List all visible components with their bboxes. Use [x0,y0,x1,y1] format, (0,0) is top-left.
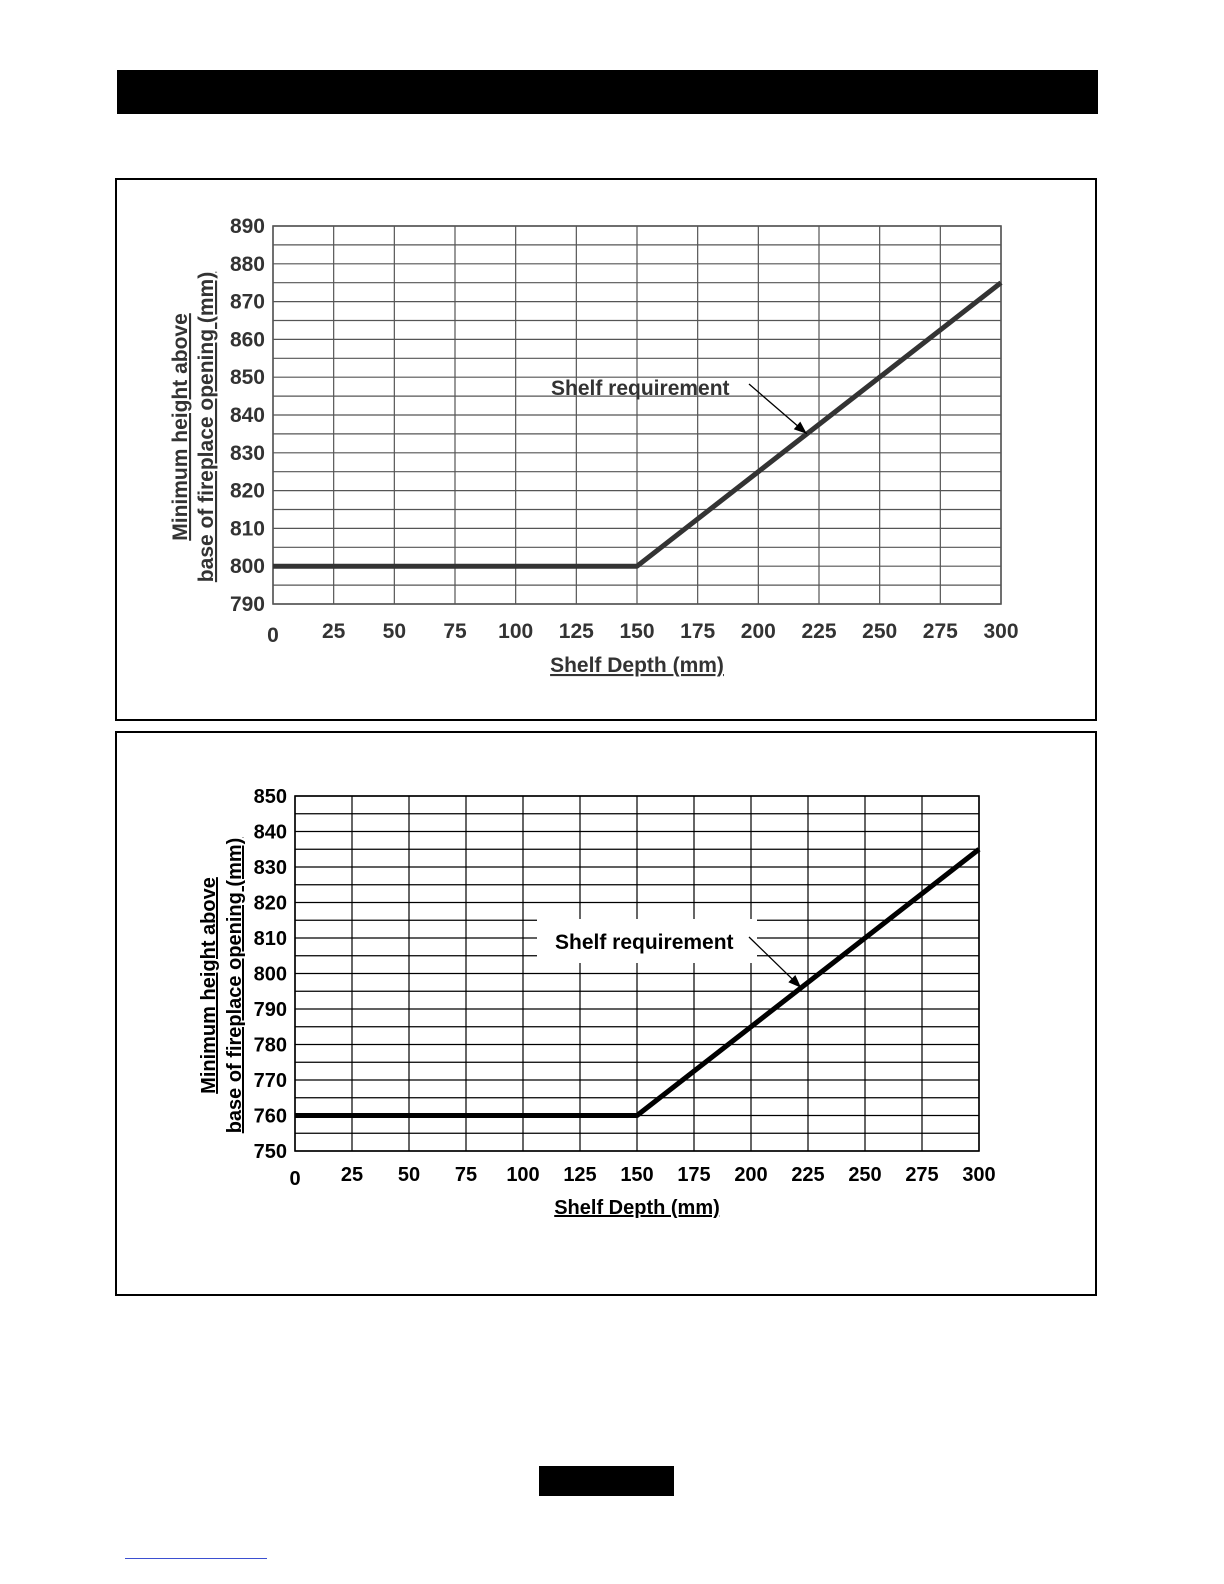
y-tick-label: 840 [229,404,265,427]
x-tick-label: 75 [443,620,467,643]
y-tick-label: 810 [229,517,265,541]
chart-panel-upper [115,178,1097,721]
x-tick-label: 100 [498,620,534,643]
x-tick-label: 125 [558,620,594,643]
x-tick-label: 125 [563,1164,597,1186]
x-tick-label: 175 [680,620,716,643]
shelf-chart-lower [117,733,1097,1296]
x-tick-label: 225 [791,1164,825,1186]
shelf-chart-upper [117,180,1097,721]
annotation-label: Shelf requirement [551,377,730,400]
x-tick-label: 200 [740,620,776,643]
y-tick-label: 820 [253,892,287,915]
annotation-label: Shelf requirement [555,931,734,954]
x-tick-label: 25 [321,620,346,643]
y-tick-label: 840 [253,821,287,844]
x-tick-label: 50 [397,1164,421,1186]
y-axis-label-line-2: base of fireplace opening (mm) [195,271,218,583]
x-axis-label: Shelf Depth (mm) [554,1197,720,1219]
page-number-box [539,1466,674,1496]
y-axis-label-line-2: base of fireplace opening (mm) [224,837,246,1134]
header-bar [117,70,1098,114]
y-tick-label: 860 [229,328,265,352]
y-tick-label: 800 [253,963,287,986]
y-axis-label-line-1: Minimum height above [198,877,220,1094]
x-tick-label: 150 [619,620,655,643]
y-tick-label: 780 [253,1034,287,1057]
x-tick-label: 225 [801,620,837,643]
x-tick-label: 275 [922,620,958,643]
chart-panel-lower [115,731,1097,1296]
y-tick-label: 850 [253,786,287,808]
y-tick-label: 830 [229,441,265,465]
y-tick-label: 770 [253,1070,287,1092]
y-tick-label: 830 [253,857,287,879]
y-axis-label-line-1: Minimum height above [169,313,192,541]
y-tick-label: 760 [253,1105,287,1128]
x-tick-label: 300 [962,1164,996,1186]
x-tick-label: 175 [677,1164,711,1186]
x-tick-label: 0 [289,1168,301,1190]
footer-link-underline[interactable] [125,1558,267,1559]
y-tick-label: 810 [253,928,287,950]
x-tick-label: 100 [506,1164,540,1186]
y-tick-label: 790 [253,999,287,1021]
y-tick-label: 870 [229,290,265,314]
y-tick-label: 850 [229,366,265,390]
x-tick-label: 25 [340,1164,364,1186]
x-tick-label: 200 [734,1164,768,1186]
y-tick-label: 880 [229,252,265,276]
y-tick-label: 820 [229,479,265,503]
x-tick-label: 75 [454,1164,478,1186]
x-tick-label: 275 [905,1164,939,1186]
y-tick-label: 890 [229,215,265,238]
x-tick-label: 0 [267,624,279,647]
x-tick-label: 250 [848,1164,882,1186]
x-tick-label: 250 [862,620,898,643]
y-tick-label: 800 [229,555,265,579]
y-tick-label: 790 [229,593,265,616]
x-axis-label: Shelf Depth (mm) [550,654,724,677]
x-tick-label: 300 [983,620,1019,643]
y-tick-label: 750 [253,1141,287,1163]
x-tick-label: 50 [382,620,407,643]
x-tick-label: 150 [620,1164,654,1186]
